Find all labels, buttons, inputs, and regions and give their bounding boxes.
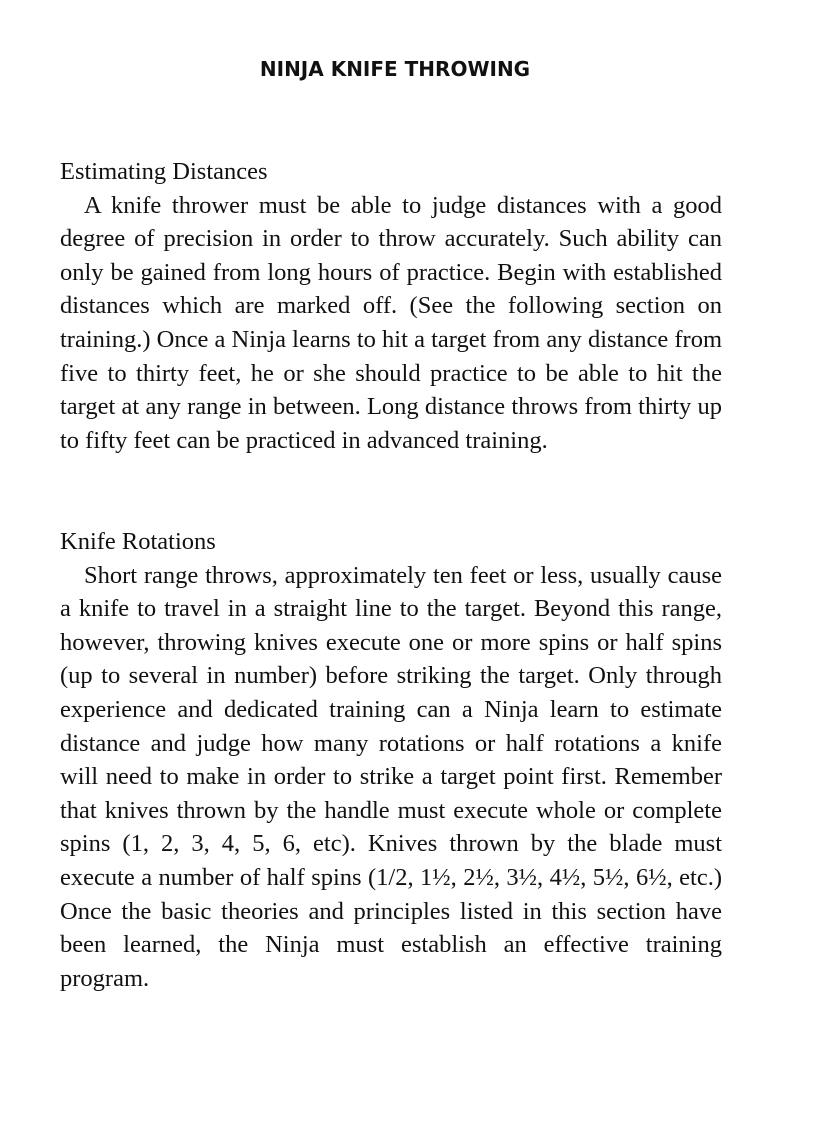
running-head: NINJA KNIFE THROWING: [259, 57, 531, 81]
section-paragraph: Short range throws, approximately ten feet or less, usually cause a knife to travel in a straight line to the target. Beyond this range, however, throwing knives execute one or more spins or half spins (up to several in number) before striking the target. Only through experience and dedicated training can a Ninja learn to estimate distance and judge how many rotations or half rotations a knife will need to make in order to strike a target point first. Remember that knives thrown by the handle must execute whole or complete spins (1, 2, 3, 4, 5, 6, etc). Knives thrown by the blade must execute a number of half spins (1/2, 1½, 2½, 3½, 4½, 5½, 6½, etc.) Once the basic theories and principles listed in this section have been learned, the Ninja must establish an effective training program.: [60, 561, 722, 992]
section-paragraph: A knife thrower must be able to judge distances with a good degree of precision in order to throw accurately. Such ability can only be gained from long hours of practice. Begin with established distances which are marked off. (See the following section on training.) Once a Ninja learns to hit a target from any distance from five to thirty feet, he or she should practice to be able to hit the target at any range in between. Long distance throws from thirty up to fifty feet can be practiced in advanced training.: [60, 191, 722, 454]
section-estimating-distances: [60, 155, 722, 457]
section-heading: Knife Rotations: [60, 528, 216, 555]
section-heading: Estimating Distances: [60, 158, 268, 185]
section-knife-rotations: [60, 525, 722, 995]
